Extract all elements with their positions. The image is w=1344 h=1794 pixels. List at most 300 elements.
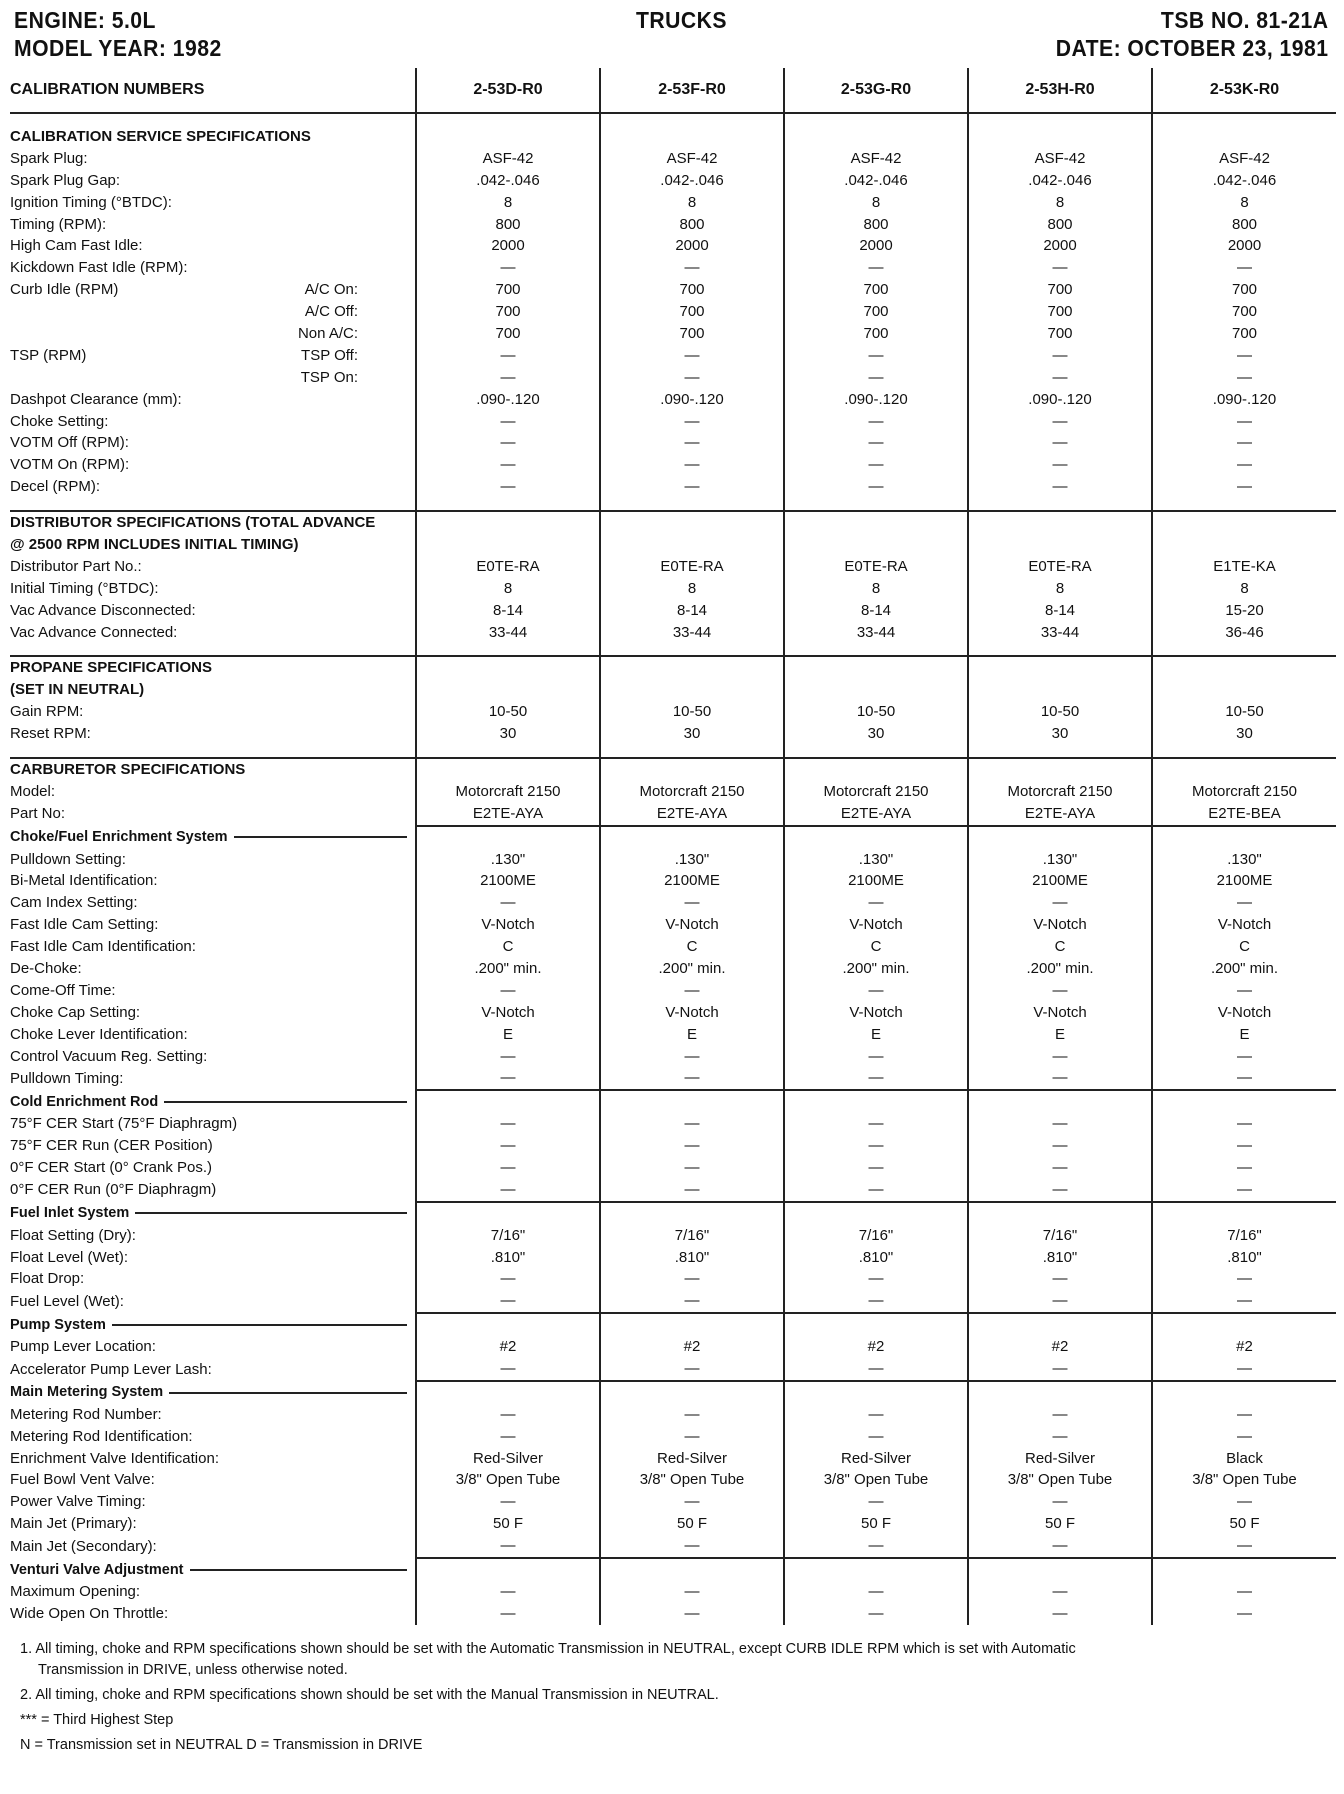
header-center <box>636 6 735 34</box>
spec-label-cell <box>10 1046 416 1068</box>
spec-label: Pump Lever Location: <box>10 1338 156 1356</box>
empty-cell <box>600 511 784 534</box>
spec-value: 33-44 <box>416 622 600 644</box>
spec-value: — <box>416 1068 600 1091</box>
spec-value: — <box>784 345 968 367</box>
section-title-row <box>10 126 1336 148</box>
spec-label: Distributor Part No.: <box>10 557 142 575</box>
subsection-rule <box>190 1569 407 1571</box>
empty-cell <box>600 1090 784 1113</box>
spec-value: — <box>968 1068 1152 1091</box>
empty-cell <box>968 1313 1152 1336</box>
empty-cell <box>416 1558 600 1581</box>
spec-value: — <box>1152 1068 1336 1091</box>
spec-label-cell <box>10 432 416 454</box>
spec-value: .810" <box>416 1247 600 1269</box>
spec-value: — <box>1152 1135 1336 1157</box>
separator-cell <box>1152 745 1336 758</box>
spec-value: V-Notch <box>784 914 968 936</box>
spec-sublabel: A/C On: <box>304 281 358 299</box>
empty-cell <box>600 1558 784 1581</box>
spec-label-cell <box>10 279 416 301</box>
empty-cell <box>784 1313 968 1336</box>
spec-value: E <box>600 1024 784 1046</box>
tsb-date: DATE: OCTOBER 23, 1981 <box>1055 35 1328 61</box>
spec-row <box>10 849 1336 871</box>
empty-cell <box>416 826 600 849</box>
spec-value: ASF-42 <box>968 148 1152 170</box>
spec-value: — <box>416 1404 600 1426</box>
spec-value: — <box>784 1603 968 1625</box>
empty-cell <box>968 826 1152 849</box>
spec-row <box>10 367 1336 389</box>
spec-value: — <box>600 1581 784 1603</box>
spec-label-cell <box>10 1426 416 1448</box>
spec-label-cell <box>10 1535 416 1558</box>
empty-cell <box>784 126 968 148</box>
spec-value: — <box>600 892 784 914</box>
empty-cell <box>968 534 1152 556</box>
spec-label: Pulldown Setting: <box>10 850 126 868</box>
spec-value: 8 <box>1152 192 1336 214</box>
spec-value: — <box>600 980 784 1002</box>
empty-cell <box>600 1313 784 1336</box>
empty-cell <box>784 1558 968 1581</box>
spec-value: — <box>784 892 968 914</box>
spec-value: 700 <box>416 301 600 323</box>
spec-row <box>10 781 1336 803</box>
spec-row <box>10 389 1336 411</box>
spec-row <box>10 958 1336 980</box>
spec-value: — <box>416 257 600 279</box>
subsection-header-cell <box>10 1090 416 1113</box>
spec-value: 50 F <box>968 1513 1152 1535</box>
spec-value: 10-50 <box>600 701 784 723</box>
spec-value: — <box>600 1426 784 1448</box>
spec-label-cell <box>10 892 416 914</box>
spec-value: 3/8" Open Tube <box>968 1470 1152 1492</box>
spec-value: — <box>968 1426 1152 1448</box>
spec-value: — <box>416 1113 600 1135</box>
spec-value: — <box>1152 1535 1336 1558</box>
empty-cell <box>784 679 968 701</box>
spec-label-cell <box>10 1247 416 1269</box>
separator-cell <box>600 113 784 126</box>
spec-label: Model: <box>10 782 56 800</box>
subsection-header-row <box>10 1090 1336 1113</box>
spec-value: — <box>1152 980 1336 1002</box>
spec-value: 7/16" <box>600 1225 784 1247</box>
separator-cell <box>600 498 784 511</box>
spec-label-cell <box>10 257 416 279</box>
spec-label: Reset RPM: <box>10 725 91 743</box>
spec-row <box>10 701 1336 723</box>
spec-label-cell <box>10 148 416 170</box>
separator-cell <box>416 113 600 126</box>
spec-value: 800 <box>968 214 1152 236</box>
spec-value: .090-.120 <box>1152 389 1336 411</box>
calibration-number: 2-53K-R0 <box>1152 68 1336 113</box>
spec-value: 7/16" <box>968 1225 1152 1247</box>
spec-value: 700 <box>784 279 968 301</box>
spec-row <box>10 1225 1336 1247</box>
spec-label-cell <box>10 1404 416 1426</box>
spec-value: — <box>416 1157 600 1179</box>
spec-value: — <box>600 1179 784 1202</box>
spec-value: 800 <box>1152 214 1336 236</box>
spec-value: 700 <box>784 323 968 345</box>
spec-value: 2100ME <box>1152 871 1336 893</box>
spec-value: E2TE-AYA <box>784 803 968 826</box>
spec-value: ASF-42 <box>600 148 784 170</box>
spec-value: — <box>968 1113 1152 1135</box>
spec-label: Timing (RPM): <box>10 215 107 233</box>
spec-value: E1TE-KA <box>1152 556 1336 578</box>
empty-cell <box>416 1381 600 1404</box>
spec-label: Initial Timing (°BTDC): <box>10 579 159 597</box>
spec-label-cell <box>10 1290 416 1313</box>
section-title: (SET IN NEUTRAL) <box>10 681 145 699</box>
spec-value: — <box>784 1046 968 1068</box>
calibration-number: 2-53D-R0 <box>416 68 600 113</box>
spec-row <box>10 345 1336 367</box>
spec-value: .130" <box>968 849 1152 871</box>
spec-row <box>10 148 1336 170</box>
spec-row <box>10 1157 1336 1179</box>
spec-value: 2000 <box>1152 235 1336 257</box>
spec-label-cell <box>10 1225 416 1247</box>
spec-label: Kickdown Fast Idle (RPM): <box>10 259 188 277</box>
spec-value: — <box>600 1269 784 1291</box>
spec-value: E <box>416 1024 600 1046</box>
spec-label: Accelerator Pump Lever Lash: <box>10 1360 212 1378</box>
empty-cell <box>1152 1381 1336 1404</box>
spec-value: — <box>784 432 968 454</box>
spec-label-cell <box>10 323 416 345</box>
spec-label-cell <box>10 622 416 644</box>
spec-value: E <box>968 1024 1152 1046</box>
spec-label-cell <box>10 1448 416 1470</box>
spec-label-cell <box>10 411 416 433</box>
header-right <box>1032 6 1328 62</box>
spec-value: 700 <box>416 323 600 345</box>
empty-cell <box>1152 511 1336 534</box>
spec-value: 50 F <box>1152 1513 1336 1535</box>
spec-value: V-Notch <box>416 1002 600 1024</box>
subsection-header-cell <box>10 1313 416 1336</box>
spec-value: 800 <box>784 214 968 236</box>
spec-value: 8 <box>1152 578 1336 600</box>
empty-cell <box>784 511 968 534</box>
empty-cell <box>784 826 968 849</box>
separator-cell <box>968 643 1152 656</box>
header-left <box>14 6 240 62</box>
spec-value: .200" min. <box>968 958 1152 980</box>
spec-value: — <box>968 432 1152 454</box>
spec-value: — <box>784 1491 968 1513</box>
spec-value: — <box>968 1046 1152 1068</box>
spec-value: — <box>1152 432 1336 454</box>
spec-value: — <box>600 1157 784 1179</box>
spec-row <box>10 279 1336 301</box>
empty-cell <box>784 656 968 679</box>
spec-value: — <box>784 257 968 279</box>
spec-label-cell <box>10 556 416 578</box>
spec-value: — <box>1152 892 1336 914</box>
section-title: @ 2500 RPM INCLUDES INITIAL TIMING) <box>10 535 299 553</box>
spec-label-cell <box>10 1603 416 1625</box>
empty-cell <box>968 758 1152 781</box>
spec-label-cell <box>10 301 416 323</box>
subsection-header-row <box>10 1313 1336 1336</box>
spec-label: Fast Idle Cam Identification: <box>10 938 196 956</box>
spec-value: — <box>968 1135 1152 1157</box>
separator-cell <box>10 498 416 511</box>
spec-label-cell <box>10 1269 416 1291</box>
spec-label: 0°F CER Run (0°F Diaphragm) <box>10 1181 217 1199</box>
spec-row <box>10 1603 1336 1625</box>
spec-label-cell <box>10 1581 416 1603</box>
empty-cell <box>1152 126 1336 148</box>
spec-value: 30 <box>416 723 600 745</box>
spec-value: 700 <box>968 279 1152 301</box>
empty-cell <box>968 1381 1152 1404</box>
spec-row <box>10 1290 1336 1313</box>
separator-cell <box>968 745 1152 758</box>
spec-row <box>10 476 1336 498</box>
empty-cell <box>968 511 1152 534</box>
spec-label: Float Level (Wet): <box>10 1248 129 1266</box>
spec-value: ASF-42 <box>784 148 968 170</box>
spec-value: Motorcraft 2150 <box>416 781 600 803</box>
spec-value: 33-44 <box>600 622 784 644</box>
spec-value: 3/8" Open Tube <box>784 1470 968 1492</box>
spec-label: 0°F CER Start (0° Crank Pos.) <box>10 1159 213 1177</box>
separator-cell <box>416 498 600 511</box>
spec-value: — <box>416 367 600 389</box>
spec-value: — <box>1152 1491 1336 1513</box>
footnotes <box>10 1639 1336 1756</box>
spec-value: — <box>784 1269 968 1291</box>
spec-value: — <box>1152 1269 1336 1291</box>
spec-label-cell <box>10 600 416 622</box>
document-header <box>10 6 1336 68</box>
spec-row <box>10 1513 1336 1535</box>
calibration-numbers-label: CALIBRATION NUMBERS <box>10 68 416 113</box>
spec-value: V-Notch <box>1152 914 1336 936</box>
spec-value: Motorcraft 2150 <box>784 781 968 803</box>
spec-label: Spark Plug Gap: <box>10 171 121 189</box>
spec-row <box>10 1135 1336 1157</box>
spec-value: — <box>968 1290 1152 1313</box>
spec-value: .042-.046 <box>784 170 968 192</box>
empty-cell <box>416 1202 600 1225</box>
empty-cell <box>416 1090 600 1113</box>
spec-value: — <box>600 1358 784 1381</box>
spec-value: — <box>968 1179 1152 1202</box>
spec-value: 3/8" Open Tube <box>416 1470 600 1492</box>
spec-label: Dashpot Clearance (mm): <box>10 390 182 408</box>
spec-label: TSP (RPM) <box>10 346 87 364</box>
spec-value: — <box>600 1068 784 1091</box>
spec-value: — <box>1152 1113 1336 1135</box>
separator-cell <box>416 643 600 656</box>
spec-label: Decel (RPM): <box>10 478 101 496</box>
spec-value: — <box>784 1290 968 1313</box>
spec-value: — <box>968 257 1152 279</box>
spec-value: V-Notch <box>784 1002 968 1024</box>
empty-cell <box>416 534 600 556</box>
spec-row <box>10 170 1336 192</box>
spec-value: — <box>1152 257 1336 279</box>
subsection-rule <box>112 1324 407 1326</box>
spec-value: 2000 <box>600 235 784 257</box>
spec-value: — <box>968 454 1152 476</box>
spec-label: De-Choke: <box>10 960 82 977</box>
spec-value: .090-.120 <box>600 389 784 411</box>
spec-label: 75°F CER Start (75°F Diaphragm) <box>10 1115 238 1133</box>
spec-value: 3/8" Open Tube <box>1152 1470 1336 1492</box>
empty-cell <box>416 1313 600 1336</box>
spec-value: ASF-42 <box>1152 148 1336 170</box>
spec-value: 7/16" <box>784 1225 968 1247</box>
spec-value: — <box>968 476 1152 498</box>
spec-value: — <box>784 1179 968 1202</box>
spec-value: Motorcraft 2150 <box>1152 781 1336 803</box>
spec-label: Part No: <box>10 805 66 823</box>
empty-cell <box>1152 534 1336 556</box>
spec-value: — <box>600 1113 784 1135</box>
spec-value: 8 <box>968 578 1152 600</box>
subsection-header-row <box>10 1202 1336 1225</box>
section-separator <box>10 498 1336 511</box>
spec-sublabel: Non A/C: <box>297 325 358 343</box>
empty-cell <box>416 656 600 679</box>
spec-value: #2 <box>600 1336 784 1358</box>
subsection-header-cell <box>10 1558 416 1581</box>
spec-value: 700 <box>416 279 600 301</box>
spec-value: — <box>416 345 600 367</box>
spec-label-cell <box>10 235 416 257</box>
spec-row <box>10 1491 1336 1513</box>
spec-row <box>10 1426 1336 1448</box>
empty-cell <box>600 1381 784 1404</box>
spec-value: .042-.046 <box>600 170 784 192</box>
spec-value: — <box>1152 411 1336 433</box>
spec-value: — <box>416 1491 600 1513</box>
spec-value: 8-14 <box>416 600 600 622</box>
spec-value: #2 <box>968 1336 1152 1358</box>
spec-value: .810" <box>968 1247 1152 1269</box>
spec-value: — <box>416 432 600 454</box>
spec-label: High Cam Fast Idle: <box>10 237 143 255</box>
spec-value: — <box>600 1290 784 1313</box>
spec-label: Maximum Opening: <box>10 1582 141 1600</box>
spec-label: Enrichment Valve Identification: <box>10 1449 219 1467</box>
spec-value: — <box>600 476 784 498</box>
spec-value: — <box>416 1581 600 1603</box>
spec-value: — <box>1152 476 1336 498</box>
spec-value: — <box>1152 1603 1336 1625</box>
subsection-header: Venturi Valve Adjustment <box>10 1561 184 1578</box>
spec-row <box>10 980 1336 1002</box>
spec-label: Choke Cap Setting: <box>10 1003 141 1021</box>
spec-row <box>10 871 1336 893</box>
subsection-header: Choke/Fuel Enrichment System <box>10 829 228 846</box>
separator-cell <box>10 113 416 126</box>
spec-label: Power Valve Timing: <box>10 1493 146 1511</box>
spec-value: 50 F <box>784 1513 968 1535</box>
spec-value: — <box>416 454 600 476</box>
empty-cell <box>968 1202 1152 1225</box>
spec-row <box>10 892 1336 914</box>
spec-value: E0TE-RA <box>416 556 600 578</box>
spec-value: — <box>1152 454 1336 476</box>
spec-row <box>10 1336 1336 1358</box>
spec-row <box>10 1448 1336 1470</box>
spec-row <box>10 257 1336 279</box>
spec-value: .200" min. <box>1152 958 1336 980</box>
spec-row <box>10 936 1336 958</box>
spec-value: — <box>416 892 600 914</box>
spec-value: V-Notch <box>1152 1002 1336 1024</box>
spec-label-cell <box>10 1491 416 1513</box>
spec-value: 2100ME <box>600 871 784 893</box>
empty-cell <box>784 1381 968 1404</box>
spec-value: — <box>968 1157 1152 1179</box>
spec-value: — <box>784 1581 968 1603</box>
empty-cell <box>968 1558 1152 1581</box>
spec-value: — <box>416 476 600 498</box>
spec-label-cell <box>10 980 416 1002</box>
spec-value: — <box>600 1046 784 1068</box>
spec-value: — <box>784 1157 968 1179</box>
spec-value: — <box>600 1491 784 1513</box>
spec-value: — <box>784 454 968 476</box>
calibration-numbers-row <box>10 68 1336 113</box>
spec-value: 8 <box>416 192 600 214</box>
spec-label-cell <box>10 871 416 893</box>
spec-value: — <box>1152 345 1336 367</box>
subsection-header: Cold Enrichment Rod <box>10 1093 159 1110</box>
section-separator <box>10 643 1336 656</box>
spec-label: Curb Idle (RPM) <box>10 281 119 299</box>
separator-cell <box>1152 643 1336 656</box>
spec-value: 700 <box>600 323 784 345</box>
spec-value: — <box>416 1603 600 1625</box>
spec-value: C <box>600 936 784 958</box>
spec-label-cell <box>10 914 416 936</box>
spec-label-cell <box>10 476 416 498</box>
spec-value: Red-Silver <box>784 1448 968 1470</box>
section-separator <box>10 745 1336 758</box>
section-title-row <box>10 758 1336 781</box>
spec-value: E0TE-RA <box>600 556 784 578</box>
spec-value: V-Notch <box>416 914 600 936</box>
empty-cell <box>1152 1313 1336 1336</box>
spec-value: ASF-42 <box>416 148 600 170</box>
document-title: TRUCKS <box>636 7 727 33</box>
spec-value: — <box>784 980 968 1002</box>
spec-value: — <box>784 1426 968 1448</box>
spec-row <box>10 1113 1336 1135</box>
spec-label: Come-Off Time: <box>10 981 116 999</box>
empty-cell <box>416 758 600 781</box>
calibration-number: 2-53G-R0 <box>784 68 968 113</box>
spec-value: 10-50 <box>416 701 600 723</box>
empty-cell <box>416 511 600 534</box>
spec-label-cell <box>10 1002 416 1024</box>
